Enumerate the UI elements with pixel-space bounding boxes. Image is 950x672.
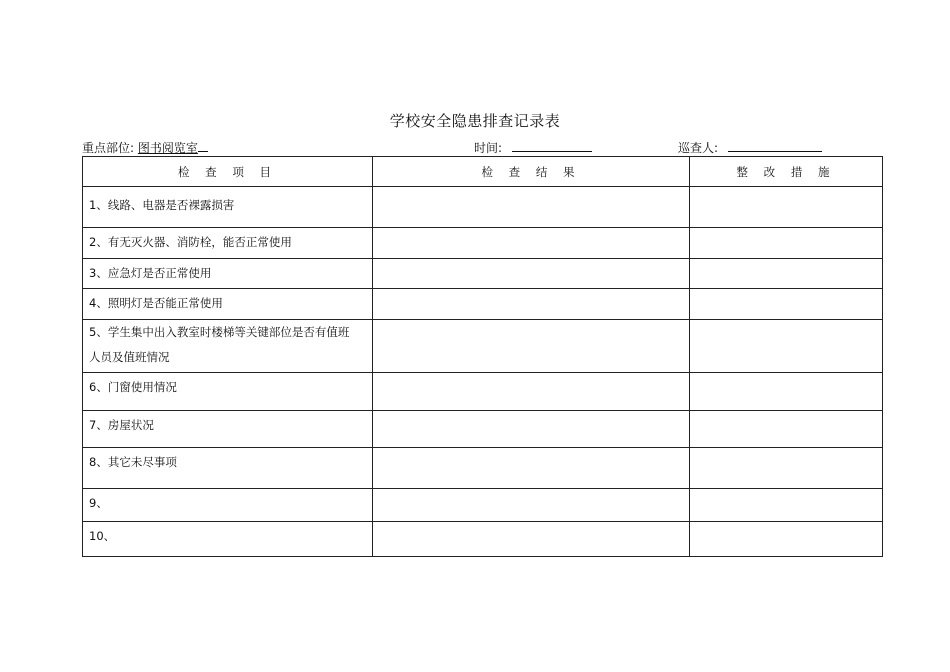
item-cell: 7、房屋状况 — [83, 411, 373, 448]
item-cell: 10、 — [83, 522, 373, 557]
table-row — [83, 289, 883, 320]
item-cell: 6、门窗使用情况 — [83, 373, 373, 411]
location-value: 图书阅览室 — [137, 141, 198, 155]
table-row — [83, 373, 883, 411]
measure-cell[interactable] — [690, 289, 883, 320]
inspection-table — [82, 156, 883, 557]
header-inspection-item: 检 查 项 目 — [83, 157, 373, 187]
table-row — [83, 411, 883, 448]
inspector-field — [678, 139, 822, 156]
result-cell[interactable] — [373, 320, 690, 373]
item-cell: 4、照明灯是否能正常使用 — [83, 289, 373, 320]
inspector-blank[interactable] — [728, 139, 822, 152]
result-cell[interactable] — [373, 373, 690, 411]
measure-cell[interactable] — [690, 411, 883, 448]
item-cell: 2、有无灭火器、消防栓，能否正常使用 — [83, 228, 373, 259]
result-cell[interactable] — [373, 411, 690, 448]
measure-cell[interactable] — [690, 448, 883, 489]
inspector-label: 巡查人: — [678, 141, 719, 155]
table-row — [83, 259, 883, 289]
measure-cell[interactable] — [690, 259, 883, 289]
measure-cell[interactable] — [690, 522, 883, 557]
result-cell[interactable] — [373, 489, 690, 522]
location-label: 重点部位: — [82, 141, 135, 155]
table-row — [83, 320, 883, 373]
item-cell: 1、线路、电器是否裸露损害 — [83, 187, 373, 228]
time-label: 时间: — [474, 141, 503, 155]
location-underline — [198, 139, 208, 152]
measure-cell[interactable] — [690, 187, 883, 228]
item-cell: 9、 — [83, 489, 373, 522]
table-row — [83, 448, 883, 489]
result-cell[interactable] — [373, 522, 690, 557]
measure-cell[interactable] — [690, 373, 883, 411]
table-row — [83, 187, 883, 228]
table-row — [83, 489, 883, 522]
header-corrective-measure: 整 改 措 施 — [690, 157, 883, 187]
measure-cell[interactable] — [690, 320, 883, 373]
result-cell[interactable] — [373, 187, 690, 228]
measure-cell[interactable] — [690, 228, 883, 259]
table-header-row — [83, 157, 883, 187]
measure-cell[interactable] — [690, 489, 883, 522]
result-cell[interactable] — [373, 228, 690, 259]
table-row — [83, 228, 883, 259]
location-field — [82, 139, 208, 156]
item-cell: 8、其它未尽事项 — [83, 448, 373, 489]
time-blank[interactable] — [512, 139, 592, 152]
document-title: 学校安全隐患排查记录表 — [389, 112, 561, 130]
table-row — [83, 522, 883, 557]
time-field — [474, 139, 592, 156]
item-cell: 3、应急灯是否正常使用 — [83, 259, 373, 289]
header-inspection-result: 检 查 结 果 — [373, 157, 690, 187]
item-cell: 5、学生集中出入教室时楼梯等关键部位是否有值班人员及值班情况 — [83, 320, 373, 373]
result-cell[interactable] — [373, 259, 690, 289]
result-cell[interactable] — [373, 289, 690, 320]
result-cell[interactable] — [373, 448, 690, 489]
